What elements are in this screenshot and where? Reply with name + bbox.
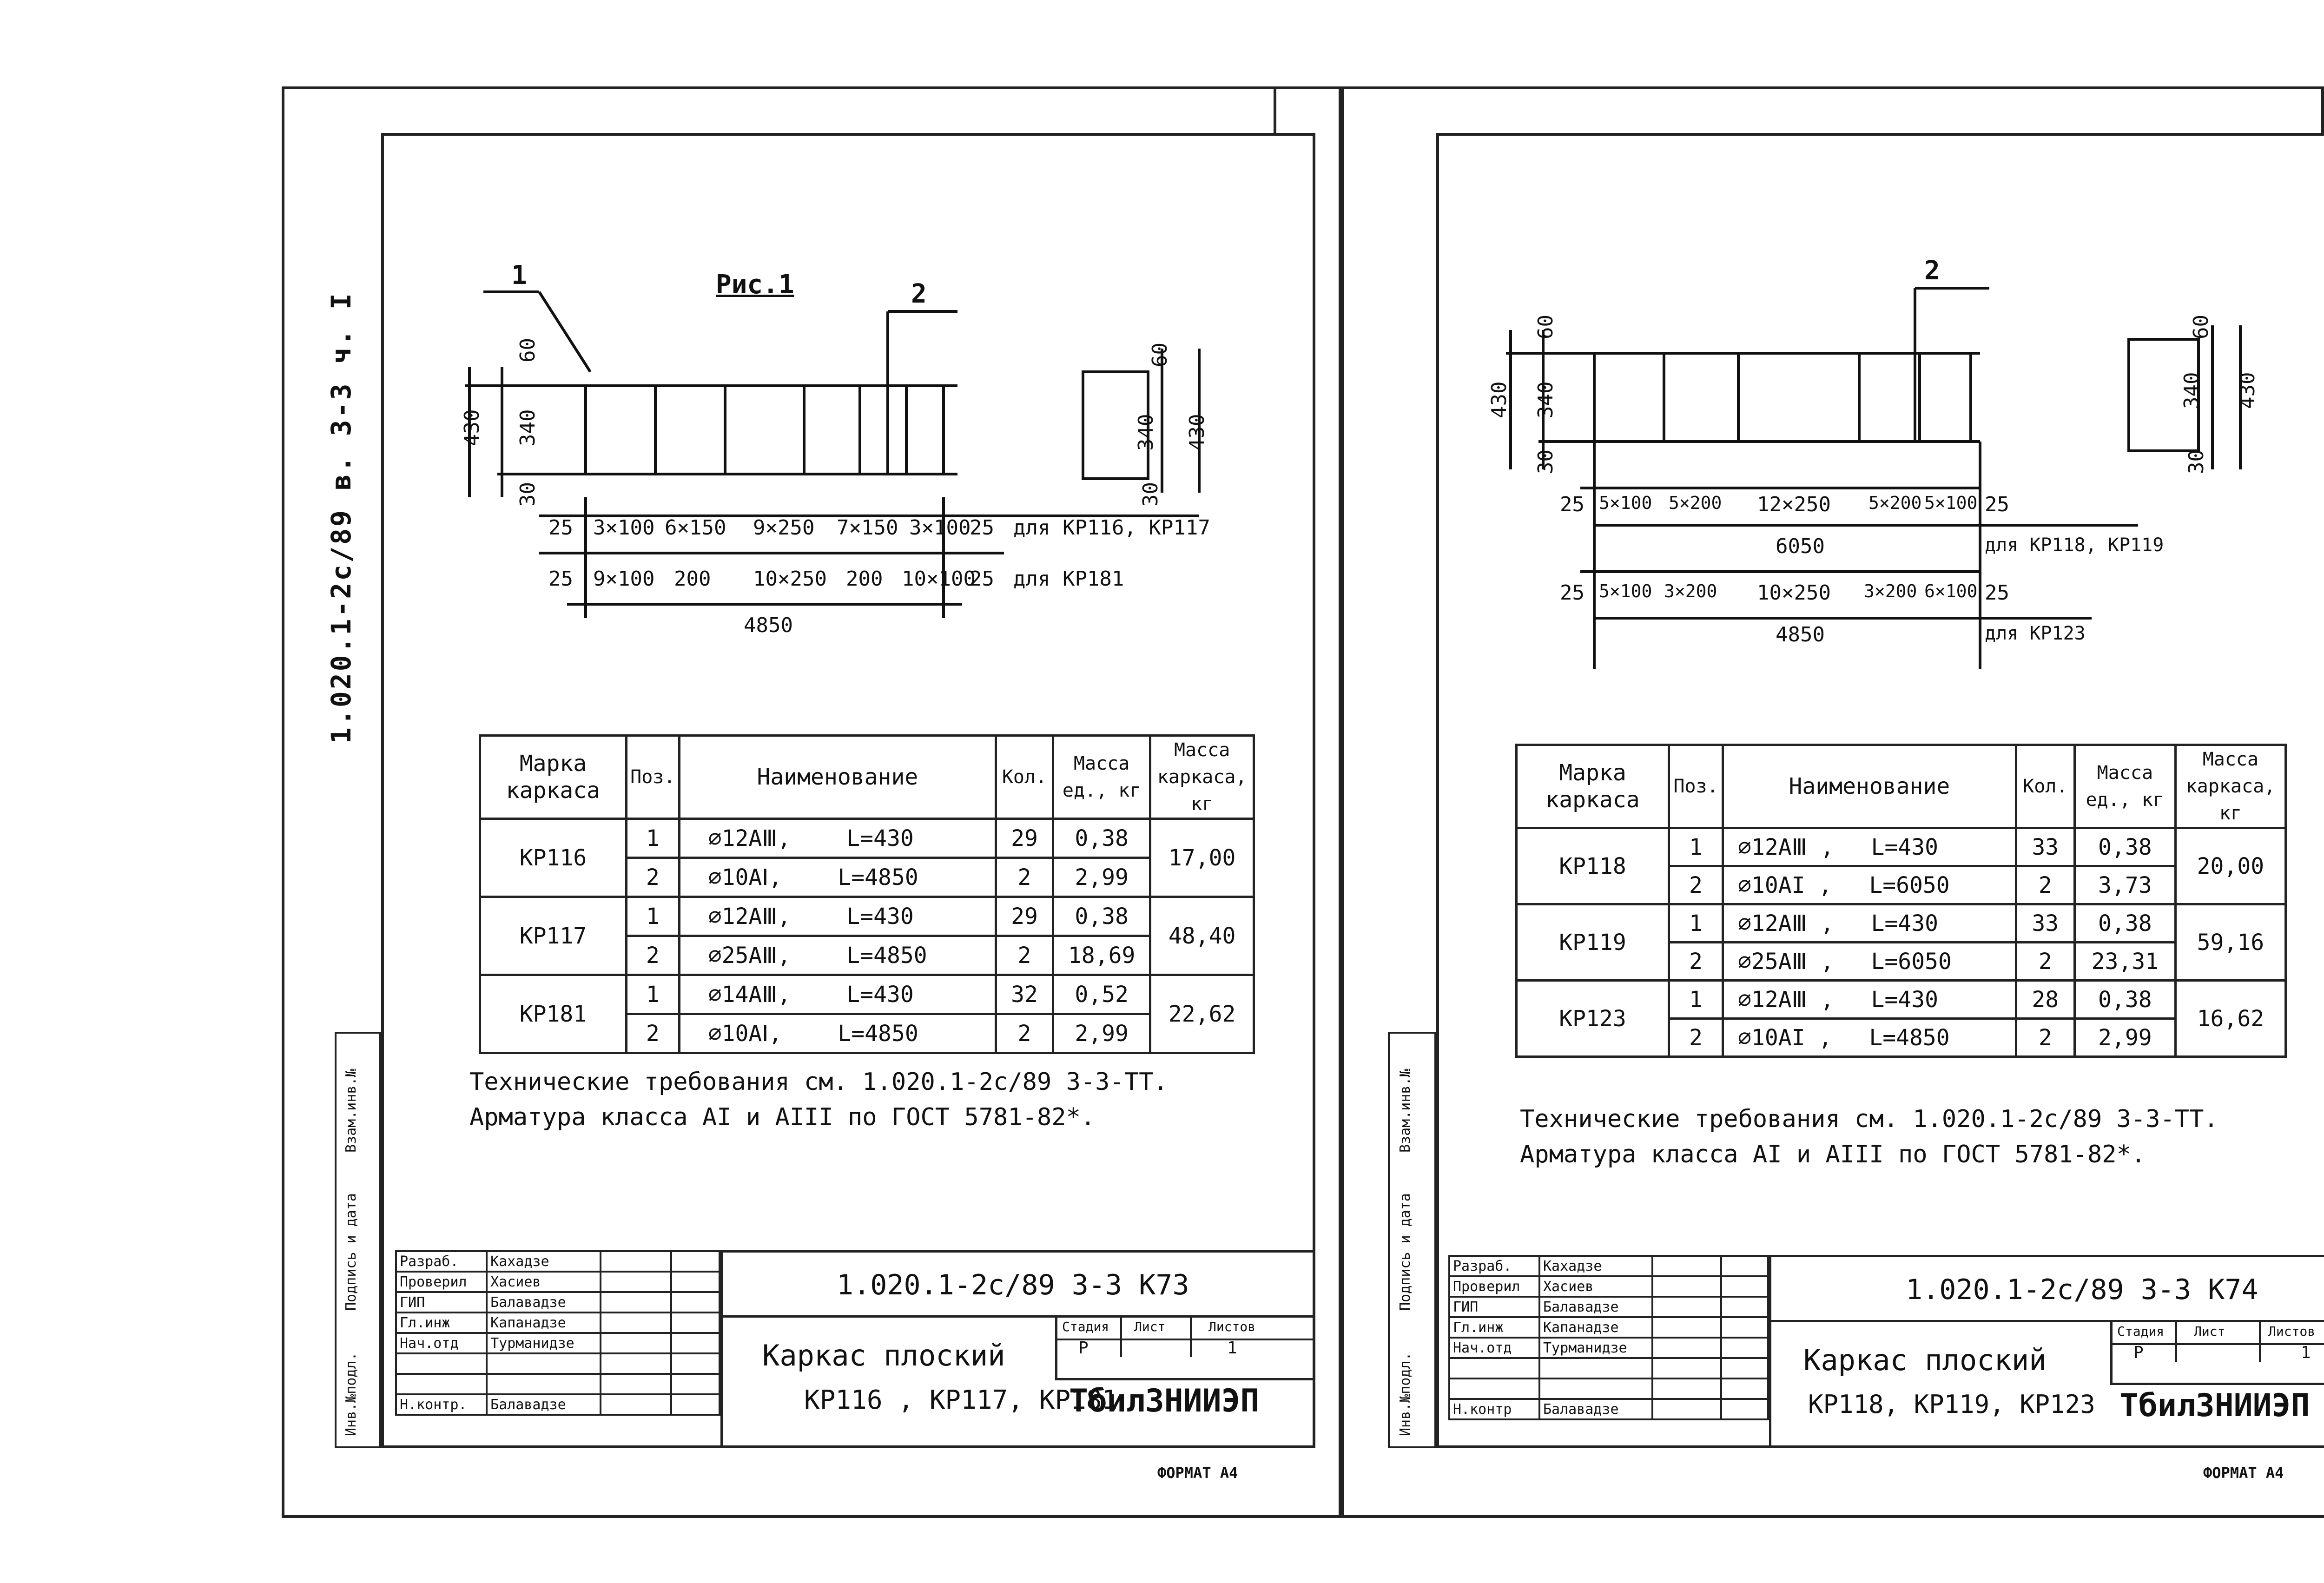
right-org: ТбилЗНИИЭП [2119, 1387, 2310, 1424]
r-row2-seg-1: 5×100 [1599, 581, 1652, 601]
hdr-name: Наименование [1723, 745, 2016, 828]
pos-cell: 2 [626, 1014, 679, 1053]
right-stamp-table [1448, 1255, 1769, 1420]
section-dim-30-right: 30 [2185, 449, 2208, 474]
r-row2-seg-0: 25 [1560, 581, 1585, 605]
bar-name: ⌀12АⅢ , [1738, 834, 1834, 860]
right-stage-hdr: Стадия [2117, 1324, 2165, 1339]
mass-cell: 23,31 [2074, 943, 2175, 981]
mark-cell: КР181 [480, 975, 627, 1053]
bar-length: L=430 [846, 825, 914, 851]
right-sheets-val: 1 [2301, 1343, 2311, 1362]
name-cell [1723, 904, 2016, 943]
stamp-role: Разраб. [396, 1251, 487, 1272]
left-doc-code: 1.020.1-2с/89 3-3 К73 [837, 1269, 1189, 1301]
dim-30-right: 30 [1534, 449, 1558, 474]
bar-name: ⌀25АⅢ , [1738, 948, 1834, 975]
row2-seg-4: 200 [846, 567, 883, 591]
pos-cell: 1 [626, 897, 679, 936]
row1-seg-0: 25 [548, 516, 573, 540]
section-dim-30: 30 [1139, 482, 1162, 507]
stamp-role [396, 1374, 487, 1394]
qty-cell: 32 [996, 975, 1053, 1014]
bar-length: L=4850 [846, 942, 927, 969]
qty-cell: 2 [996, 1014, 1053, 1053]
mark-cell: КР116 [480, 819, 627, 897]
r-row2-seg-4: 3×200 [1864, 581, 1917, 601]
hdr-unit-mass: Масса ед., кг [2074, 745, 2175, 828]
side-label-sign-right: Подпись и дата [1397, 1193, 1413, 1311]
callout-2-label: 2 [911, 279, 927, 309]
r-row1-seg-3: 12×250 [1757, 493, 1831, 516]
r-row2-seg-3: 10×250 [1757, 581, 1831, 605]
right-sheets-hdr: Листов [2268, 1324, 2316, 1339]
left-format-label: ФОРМАТ А4 [1157, 1464, 1238, 1482]
hdr-qty: Кол. [996, 736, 1053, 819]
stamp-role: Гл.инж [396, 1313, 487, 1333]
hdr-name: Наименование [679, 736, 996, 819]
row1-seg-5: 3×100 [909, 516, 971, 540]
left-stage-div1 [1055, 1339, 1315, 1340]
stamp-person: Балавадзе [1539, 1399, 1652, 1419]
row1-seg-6: 25 [970, 516, 994, 540]
callout-1-label: 1 [511, 260, 527, 290]
figure-title: Рис.1 [716, 270, 794, 300]
left-note-1: Технические требования см. 1.020.1-2с/89 3-3-ТТ. [469, 1068, 1168, 1096]
row2-seg-5: 10×100 [902, 567, 976, 591]
pos-cell: 2 [626, 858, 679, 897]
pos-cell: 2 [1669, 866, 1723, 904]
stamp-role [1449, 1358, 1539, 1379]
pos-cell: 1 [1669, 828, 1723, 866]
total-cell: 17,00 [1150, 819, 1254, 897]
stamp-role: ГИП [396, 1292, 487, 1313]
name-cell [679, 1014, 996, 1053]
dim-340-right: 340 [1534, 381, 1558, 418]
mark-cell: КР123 [1517, 981, 1669, 1057]
stamp-person: Кахадзе [487, 1251, 601, 1272]
stamp-role: Нач.отд [396, 1333, 487, 1353]
r-row1-note: для КР118, КР119 [1985, 534, 2164, 556]
side-label-inv-right: Инв.№подл. [1397, 1352, 1413, 1436]
bar-length: L=430 [1871, 834, 1938, 860]
section-dim-340: 340 [1134, 414, 1158, 451]
stamp-person: Турманидзе [487, 1333, 601, 1353]
name-cell [1723, 981, 2016, 1019]
section-dim-430: 430 [1185, 414, 1209, 451]
right-title-line1: Каркас плоский [1803, 1343, 2047, 1377]
bar-name: ⌀10АI , [1738, 872, 1832, 898]
right-title-line2: КР118, КР119, КР123 [1808, 1390, 2095, 1419]
left-note-2: Арматура класса АI и АIII по ГОСТ 5781-82*. [469, 1103, 1096, 1131]
right-doc-code: 1.020.1-2с/89 3-3 К74 [1906, 1273, 2258, 1306]
right-spec-table [1515, 744, 2287, 1058]
left-spec-table [479, 734, 1255, 1054]
stamp-person [1539, 1358, 1652, 1379]
bar-name: ⌀10АⅠ, [708, 1020, 782, 1047]
stamp-role: Нач.отд [1449, 1338, 1539, 1358]
row1-note: для КР116, КР117 [1013, 516, 1210, 540]
qty-cell: 2 [2016, 1019, 2074, 1057]
hdr-pos: Поз. [626, 736, 679, 819]
left-title-line2: КР116 , КР117, КР181 [804, 1385, 1118, 1415]
mass-cell: 0,52 [1053, 975, 1150, 1014]
right-stage-val: Р [2133, 1343, 2144, 1362]
stamp-person: Капанадзе [487, 1313, 601, 1333]
r-row2-total: 4850 [1776, 623, 1825, 646]
bar-name: ⌀10АI , [1738, 1024, 1832, 1051]
bar-name: ⌀12АⅢ, [708, 825, 791, 851]
pos-cell: 1 [626, 975, 679, 1014]
qty-cell: 2 [996, 858, 1053, 897]
left-stage-val: Р [1078, 1339, 1089, 1358]
hdr-mark: Марка каркаса [1517, 745, 1669, 828]
r-row1-seg-2: 5×200 [1669, 493, 1722, 513]
mark-cell: КР119 [1517, 904, 1669, 981]
hdr-unit-mass: Масса ед., кг [1053, 736, 1150, 819]
dim-30-left: 30 [516, 482, 540, 507]
section-dim-340-right: 340 [2180, 372, 2204, 409]
bar-name: ⌀12АⅢ , [1738, 986, 1834, 1013]
pos-cell: 2 [1669, 1019, 1723, 1057]
row2-seg-1: 9×100 [593, 567, 655, 591]
stamp-role: Проверил [396, 1272, 487, 1292]
bar-length: L=4850 [838, 1020, 918, 1047]
dim-60-left: 60 [516, 338, 540, 363]
mass-cell: 3,73 [2074, 866, 2175, 904]
mark-cell: КР118 [1517, 828, 1669, 904]
stamp-role: Н.контр. [396, 1394, 487, 1415]
pos-cell: 1 [1669, 981, 1723, 1019]
stamp-role: Разраб. [1449, 1256, 1539, 1276]
qty-cell: 29 [996, 819, 1053, 858]
mass-cell: 0,38 [1053, 819, 1150, 858]
right-note-1: Технические требования см. 1.020.1-2с/89 3-3-ТТ. [1520, 1105, 2218, 1133]
hdr-total-mass: Масса каркаса, кг [1150, 736, 1254, 819]
qty-cell: 2 [2016, 943, 2074, 981]
bar-length: L=6050 [1869, 872, 1950, 898]
right-stage-div3 [2259, 1320, 2261, 1362]
mass-cell: 0,38 [2074, 828, 2175, 866]
stamp-role: Гл.инж [1449, 1317, 1539, 1338]
side-label-replace: Взам.инв.№ [343, 1069, 359, 1153]
right-sheet-hdr: Лист [2194, 1324, 2225, 1339]
bar-name: ⌀12АⅢ , [1738, 910, 1834, 937]
pos-cell: 2 [626, 936, 679, 975]
side-label-replace-right: Взам.инв.№ [1397, 1069, 1413, 1153]
bar-length: L=430 [1871, 986, 1938, 1013]
right-note-2: Арматура класса АI и АIII по ГОСТ 5781-82*. [1520, 1141, 2146, 1168]
mass-cell: 18,69 [1053, 936, 1150, 975]
qty-cell: 29 [996, 897, 1053, 936]
qty-cell: 33 [2016, 828, 2074, 866]
row2-seg-2: 200 [674, 567, 711, 591]
r-row2-note: для КР123 [1985, 623, 2086, 644]
top-tab-left [1274, 86, 1276, 133]
bar-length: L=6050 [1871, 948, 1952, 975]
dim-430-left: 430 [460, 409, 484, 446]
row1-seg-4: 7×150 [837, 516, 898, 540]
dim-430-right: 430 [1487, 381, 1511, 418]
r-row1-total: 6050 [1776, 534, 1825, 558]
stamp-person: Хасиев [487, 1272, 601, 1292]
name-cell [1723, 866, 2016, 904]
total-cell: 20,00 [2175, 828, 2285, 904]
r-row2-seg-6: 25 [1985, 581, 2009, 605]
bar-name: ⌀25АⅢ, [708, 942, 791, 969]
section-dim-60-right: 60 [2189, 315, 2213, 339]
r-row1-seg-5: 5×100 [1924, 493, 1978, 513]
bar-length: L=430 [1871, 910, 1938, 937]
callout-2-label-right: 2 [1924, 256, 1940, 286]
left-frame-drawing [446, 279, 1236, 660]
name-cell [679, 897, 996, 936]
stamp-person: Балавадзе [487, 1292, 601, 1313]
hdr-pos: Поз. [1669, 745, 1723, 828]
pos-cell: 2 [1669, 943, 1723, 981]
row1-seg-1: 3×100 [593, 516, 655, 540]
hdr-mark: Марка каркаса [480, 736, 627, 819]
mass-cell: 0,38 [2074, 981, 2175, 1019]
row2-seg-6: 25 [970, 567, 994, 591]
row1-seg-2: 6×150 [665, 516, 726, 540]
r-row1-seg-1: 5×100 [1599, 493, 1652, 513]
r-row2-seg-5: 6×100 [1924, 581, 1978, 601]
qty-cell: 33 [2016, 904, 2074, 943]
total-cell: 16,62 [2175, 981, 2285, 1057]
stamp-person [1539, 1379, 1652, 1399]
stamp-person [487, 1374, 601, 1394]
right-stage-div2 [2175, 1320, 2177, 1362]
row1-seg-3: 9×250 [753, 516, 815, 540]
name-cell [679, 975, 996, 1014]
row2-seg-3: 10×250 [753, 567, 827, 591]
name-cell [679, 858, 996, 897]
bar-name: ⌀10АⅠ, [708, 864, 782, 890]
left-stage-div3 [1190, 1315, 1192, 1357]
mark-cell: КР117 [480, 897, 627, 975]
stamp-person: Кахадзе [1539, 1256, 1652, 1276]
hdr-qty: Кол. [2016, 745, 2074, 828]
stamp-person: Турманидзе [1539, 1338, 1652, 1358]
total-cell: 59,16 [2175, 904, 2285, 981]
bar-name: ⌀12АⅢ, [708, 903, 791, 930]
bar-length: L=430 [846, 903, 914, 930]
bar-length: L=4850 [838, 864, 918, 890]
mass-cell: 0,38 [1053, 897, 1150, 936]
stamp-role: ГИП [1449, 1297, 1539, 1317]
vertical-series-code: 1.020.1-2с/89 в. 3-3 ч. I [325, 291, 357, 744]
r-row2-seg-2: 3×200 [1664, 581, 1717, 601]
name-cell [1723, 943, 2016, 981]
left-stage-div2 [1120, 1315, 1122, 1357]
bar-length: L=4850 [1869, 1024, 1950, 1051]
section-dim-60: 60 [1148, 343, 1172, 367]
row2-note: для КР181 [1013, 567, 1124, 591]
total-length-left: 4850 [744, 613, 793, 637]
pos-cell: 1 [1669, 904, 1723, 943]
mass-cell: 0,38 [2074, 904, 2175, 943]
name-cell [1723, 1019, 2016, 1057]
pos-cell: 1 [626, 819, 679, 858]
stamp-role [1449, 1379, 1539, 1399]
section-dim-430-right: 430 [2236, 372, 2259, 409]
left-org: ТбилЗНИИЭП [1069, 1383, 1260, 1419]
qty-cell: 2 [996, 936, 1053, 975]
name-cell [1723, 828, 2016, 866]
left-stage-hdr: Стадия [1062, 1319, 1109, 1334]
left-title-line1: Каркас плоский [762, 1339, 1005, 1372]
page-number-box [2321, 86, 2324, 133]
stamp-person: Хасиев [1539, 1276, 1652, 1297]
left-sheet-hdr: Лист [1134, 1319, 1166, 1334]
stamp-role: Н.контр [1449, 1399, 1539, 1419]
left-sheets-val: 1 [1227, 1339, 1237, 1358]
total-cell: 48,40 [1150, 897, 1254, 975]
side-label-inv: Инв.№подл. [343, 1352, 359, 1436]
r-row1-seg-0: 25 [1560, 493, 1585, 516]
stamp-person: Капанадзе [1539, 1317, 1652, 1338]
qty-cell: 2 [2016, 866, 2074, 904]
row2-seg-0: 25 [548, 567, 573, 591]
total-cell: 22,62 [1150, 975, 1254, 1053]
mass-cell: 2,99 [1053, 1014, 1150, 1053]
name-cell [679, 819, 996, 858]
name-cell [679, 936, 996, 975]
bar-name: ⌀14АⅢ, [708, 981, 791, 1008]
side-label-sign: Подпись и дата [343, 1193, 359, 1311]
bar-length: L=430 [846, 981, 914, 1008]
mass-cell: 2,99 [2074, 1019, 2175, 1057]
right-format-label: ФОРМАТ А4 [2203, 1464, 2284, 1482]
mass-cell: 2,99 [1053, 858, 1150, 897]
qty-cell: 28 [2016, 981, 2074, 1019]
left-stamp-table [395, 1250, 720, 1416]
dim-60-right: 60 [1534, 315, 1558, 339]
hdr-total-mass: Масса каркаса, кг [2175, 745, 2285, 828]
stamp-person [487, 1353, 601, 1374]
stamp-person: Балавадзе [1539, 1297, 1652, 1317]
stamp-role [396, 1353, 487, 1374]
r-row1-seg-6: 25 [1985, 493, 2009, 516]
left-sheets-hdr: Листов [1208, 1319, 1256, 1334]
stamp-role: Проверил [1449, 1276, 1539, 1297]
dim-340-left: 340 [516, 409, 540, 446]
stamp-person: Балавадзе [487, 1394, 601, 1415]
r-row1-seg-4: 5×200 [1868, 493, 1922, 513]
